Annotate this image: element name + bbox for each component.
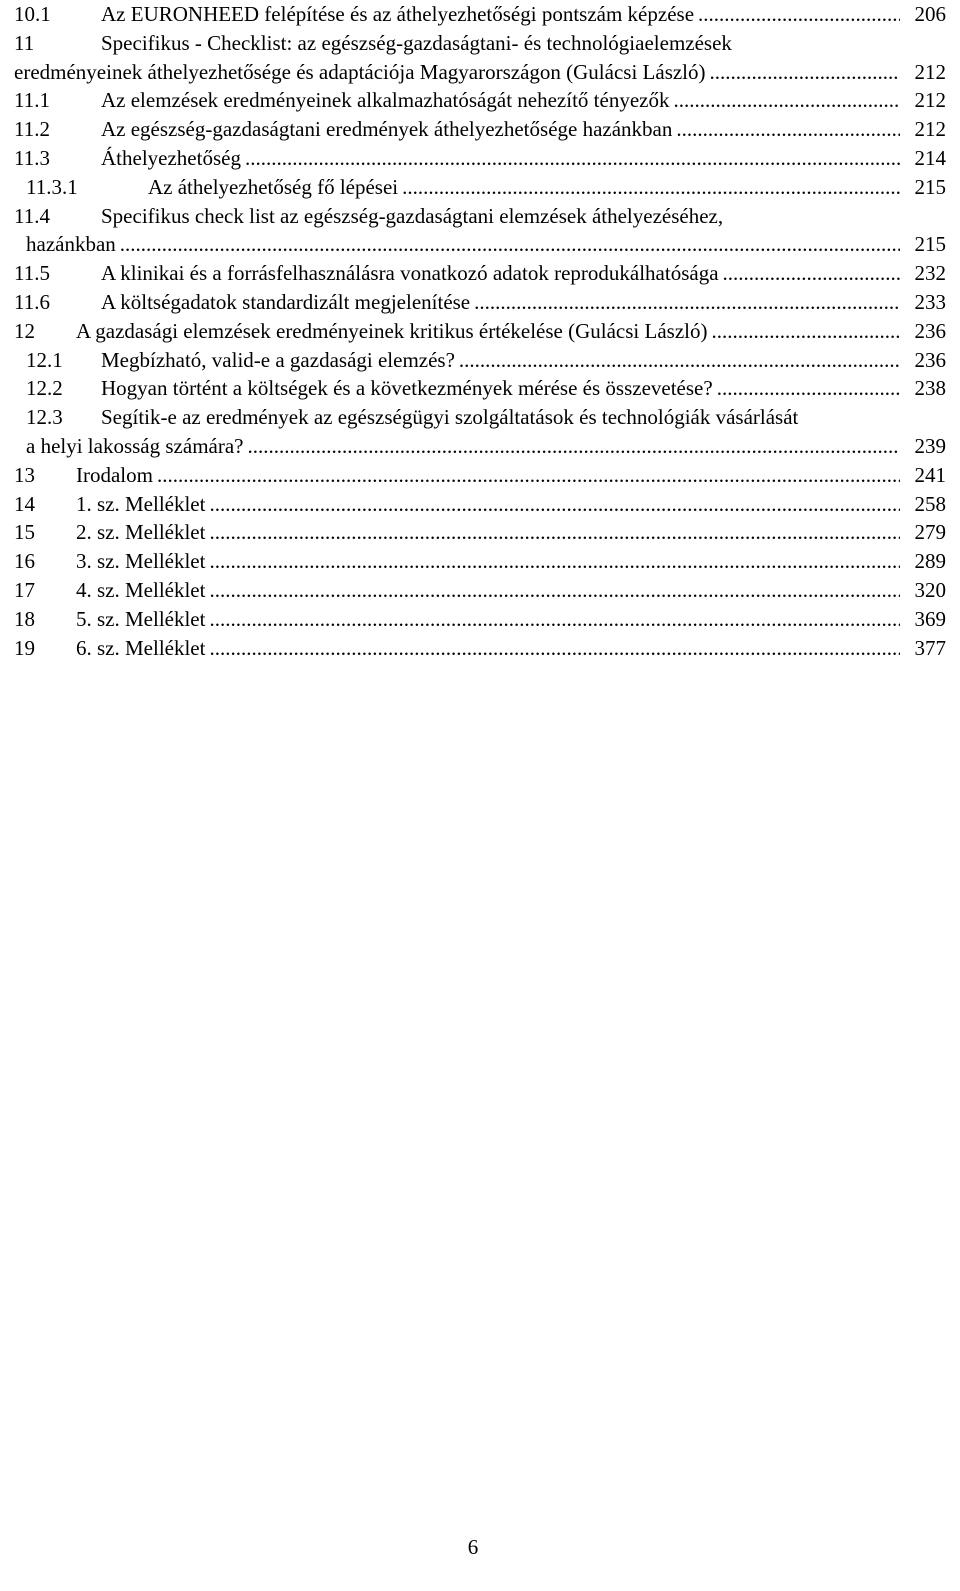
- toc-entry[interactable]: [0, 490, 960, 519]
- toc-entry-number: 18: [14, 606, 35, 631]
- toc-entry-page[interactable]: 212: [912, 115, 947, 144]
- dot-leader: [245, 144, 900, 173]
- toc-entry-page[interactable]: 212: [912, 86, 947, 115]
- toc-entry-title[interactable]: 5. sz. Melléklet: [76, 605, 209, 634]
- toc-entry[interactable]: [0, 403, 960, 432]
- toc-entry-page[interactable]: 238: [912, 374, 947, 403]
- toc-entry-title[interactable]: Specifikus check list az egészség-gazdaságtani elemzések áthelyezéséhez,: [101, 203, 724, 228]
- dot-leader: [209, 576, 900, 605]
- toc-entry[interactable]: [0, 576, 960, 605]
- toc-entry-title[interactable]: A klinikai és a forrásfelhasználásra vonatkozó adatok reprodukálhatósága: [101, 259, 723, 288]
- toc-entry[interactable]: [0, 547, 960, 576]
- toc-entry[interactable]: [0, 0, 960, 29]
- toc-entry[interactable]: [0, 115, 960, 144]
- dot-leader: [459, 346, 900, 375]
- dot-leader: [209, 547, 900, 576]
- toc-entry-number: 11.4: [14, 203, 50, 228]
- toc-entry-number: 12.3: [26, 405, 63, 430]
- toc-entry-number: 12.1: [26, 347, 63, 372]
- toc-entry-title[interactable]: hazánkban: [26, 230, 120, 259]
- toc-entry-number: 11.2: [14, 117, 50, 142]
- toc-entry-page[interactable]: 215: [912, 230, 947, 259]
- toc-entry-page[interactable]: 289: [912, 547, 947, 576]
- dot-leader: [676, 115, 900, 144]
- toc-entry[interactable]: [0, 288, 960, 317]
- toc-entry-page[interactable]: 233: [912, 288, 947, 317]
- toc-entry-title[interactable]: 4. sz. Melléklet: [76, 576, 209, 605]
- toc-entry[interactable]: [0, 317, 960, 346]
- toc-entry-title[interactable]: Az EURONHEED felépítése és az áthelyezhetőségi pontszám képzése: [101, 0, 698, 29]
- toc-entry-page[interactable]: 212: [912, 58, 947, 87]
- toc-entry-title[interactable]: 1. sz. Melléklet: [76, 490, 209, 519]
- toc-entry-number: 11.3.1: [26, 174, 78, 199]
- toc-entry-title[interactable]: Az elemzések eredményeinek alkalmazhatóságát nehezítő tényezők: [101, 86, 673, 115]
- toc-entry-title[interactable]: 3. sz. Melléklet: [76, 547, 209, 576]
- toc-entry-number: 17: [14, 577, 35, 602]
- dot-leader: [673, 86, 900, 115]
- dot-leader: [248, 432, 901, 461]
- toc-entry-title[interactable]: A gazdasági elemzések eredményeinek kritikus értékelése (Gulácsi László): [76, 317, 711, 346]
- toc-entry-number: 14: [14, 491, 35, 516]
- toc-entry[interactable]: [0, 144, 960, 173]
- toc-entry-title[interactable]: eredményeinek áthelyezhetősége és adaptációja Magyarországon (Gulácsi László): [14, 58, 710, 87]
- dot-leader: [711, 317, 900, 346]
- toc-entry-continuation[interactable]: [0, 58, 960, 87]
- toc-entry-title[interactable]: Hogyan történt a költségek és a következmények mérése és összevetése?: [101, 374, 717, 403]
- toc-entry-page[interactable]: 258: [912, 490, 947, 519]
- toc-entry-title[interactable]: Megbízható, valid-e a gazdasági elemzés?: [101, 346, 459, 375]
- toc-entry-title[interactable]: Specifikus - Checklist: az egészség-gazdaságtani- és technológiaelemzések: [101, 30, 732, 55]
- toc-entry-title[interactable]: 6. sz. Melléklet: [76, 634, 209, 663]
- table-of-contents: [0, 0, 960, 662]
- toc-entry[interactable]: [0, 346, 960, 375]
- dot-leader: [120, 230, 900, 259]
- toc-entry[interactable]: [0, 461, 960, 490]
- dot-leader: [209, 634, 900, 663]
- toc-entry-title[interactable]: a helyi lakosság számára?: [26, 432, 248, 461]
- toc-entry-page[interactable]: 320: [912, 576, 947, 605]
- toc-entry-number: 16: [14, 549, 35, 574]
- toc-entry[interactable]: [0, 634, 960, 663]
- toc-entry[interactable]: [0, 259, 960, 288]
- toc-entry-number: 11.5: [14, 261, 50, 286]
- dot-leader: [402, 173, 900, 202]
- toc-entry-page[interactable]: 236: [912, 317, 947, 346]
- toc-entry-number: 10.1: [14, 2, 51, 26]
- toc-entry-number: 11.3: [14, 145, 50, 170]
- toc-entry-number: 19: [14, 635, 35, 660]
- toc-entry-page[interactable]: 214: [912, 144, 947, 173]
- toc-entry-page[interactable]: 232: [912, 259, 947, 288]
- dot-leader: [474, 288, 900, 317]
- toc-entry-title[interactable]: A költségadatok standardizált megjelenítése: [101, 288, 474, 317]
- dot-leader: [209, 490, 900, 519]
- toc-entry-title[interactable]: Segítik-e az eredmények az egészségügyi szolgáltatások és technológiák vásárlását: [101, 405, 799, 430]
- toc-entry-page[interactable]: 369: [912, 605, 947, 634]
- dot-leader: [157, 461, 900, 490]
- toc-entry[interactable]: [0, 605, 960, 634]
- toc-entry-title[interactable]: 2. sz. Melléklet: [76, 518, 209, 547]
- toc-entry[interactable]: [0, 518, 960, 547]
- toc-entry-title[interactable]: Irodalom: [76, 461, 157, 490]
- toc-entry-number: 12: [14, 318, 35, 343]
- toc-entry-page[interactable]: 206: [912, 0, 947, 29]
- toc-entry[interactable]: [0, 202, 960, 231]
- toc-entry-page[interactable]: 279: [912, 518, 947, 547]
- dot-leader: [698, 0, 900, 29]
- toc-entry-number: 13: [14, 462, 35, 487]
- dot-leader: [209, 518, 900, 547]
- toc-entry-page[interactable]: 215: [912, 173, 947, 202]
- toc-entry-number: 11.1: [14, 88, 50, 113]
- dot-leader: [710, 58, 900, 87]
- toc-entry-number: 12.2: [26, 376, 63, 401]
- toc-entry[interactable]: [0, 86, 960, 115]
- toc-entry-continuation[interactable]: [0, 230, 960, 259]
- toc-entry-continuation[interactable]: [0, 432, 960, 461]
- toc-entry-page[interactable]: 377: [912, 634, 947, 663]
- toc-entry-number: 11.6: [14, 289, 50, 314]
- toc-entry-title[interactable]: Áthelyezhetőség: [101, 144, 245, 173]
- dot-leader: [209, 605, 900, 634]
- toc-entry[interactable]: [0, 173, 960, 202]
- dot-leader: [717, 374, 900, 403]
- toc-entry-page[interactable]: 239: [912, 432, 947, 461]
- page-number: 6: [467, 1535, 479, 1559]
- toc-entry-page[interactable]: 236: [912, 346, 947, 375]
- toc-entry[interactable]: [0, 374, 960, 403]
- toc-entry[interactable]: [0, 29, 960, 58]
- toc-entry-title[interactable]: Az áthelyezhetőség fő lépései: [148, 173, 402, 202]
- toc-entry-number: 11: [14, 30, 35, 55]
- toc-entry-number: 15: [14, 520, 35, 545]
- toc-entry-title[interactable]: Az egészség-gazdaságtani eredmények áthelyezhetősége hazánkban: [101, 115, 676, 144]
- toc-entry-page[interactable]: 241: [912, 461, 947, 490]
- dot-leader: [723, 259, 900, 288]
